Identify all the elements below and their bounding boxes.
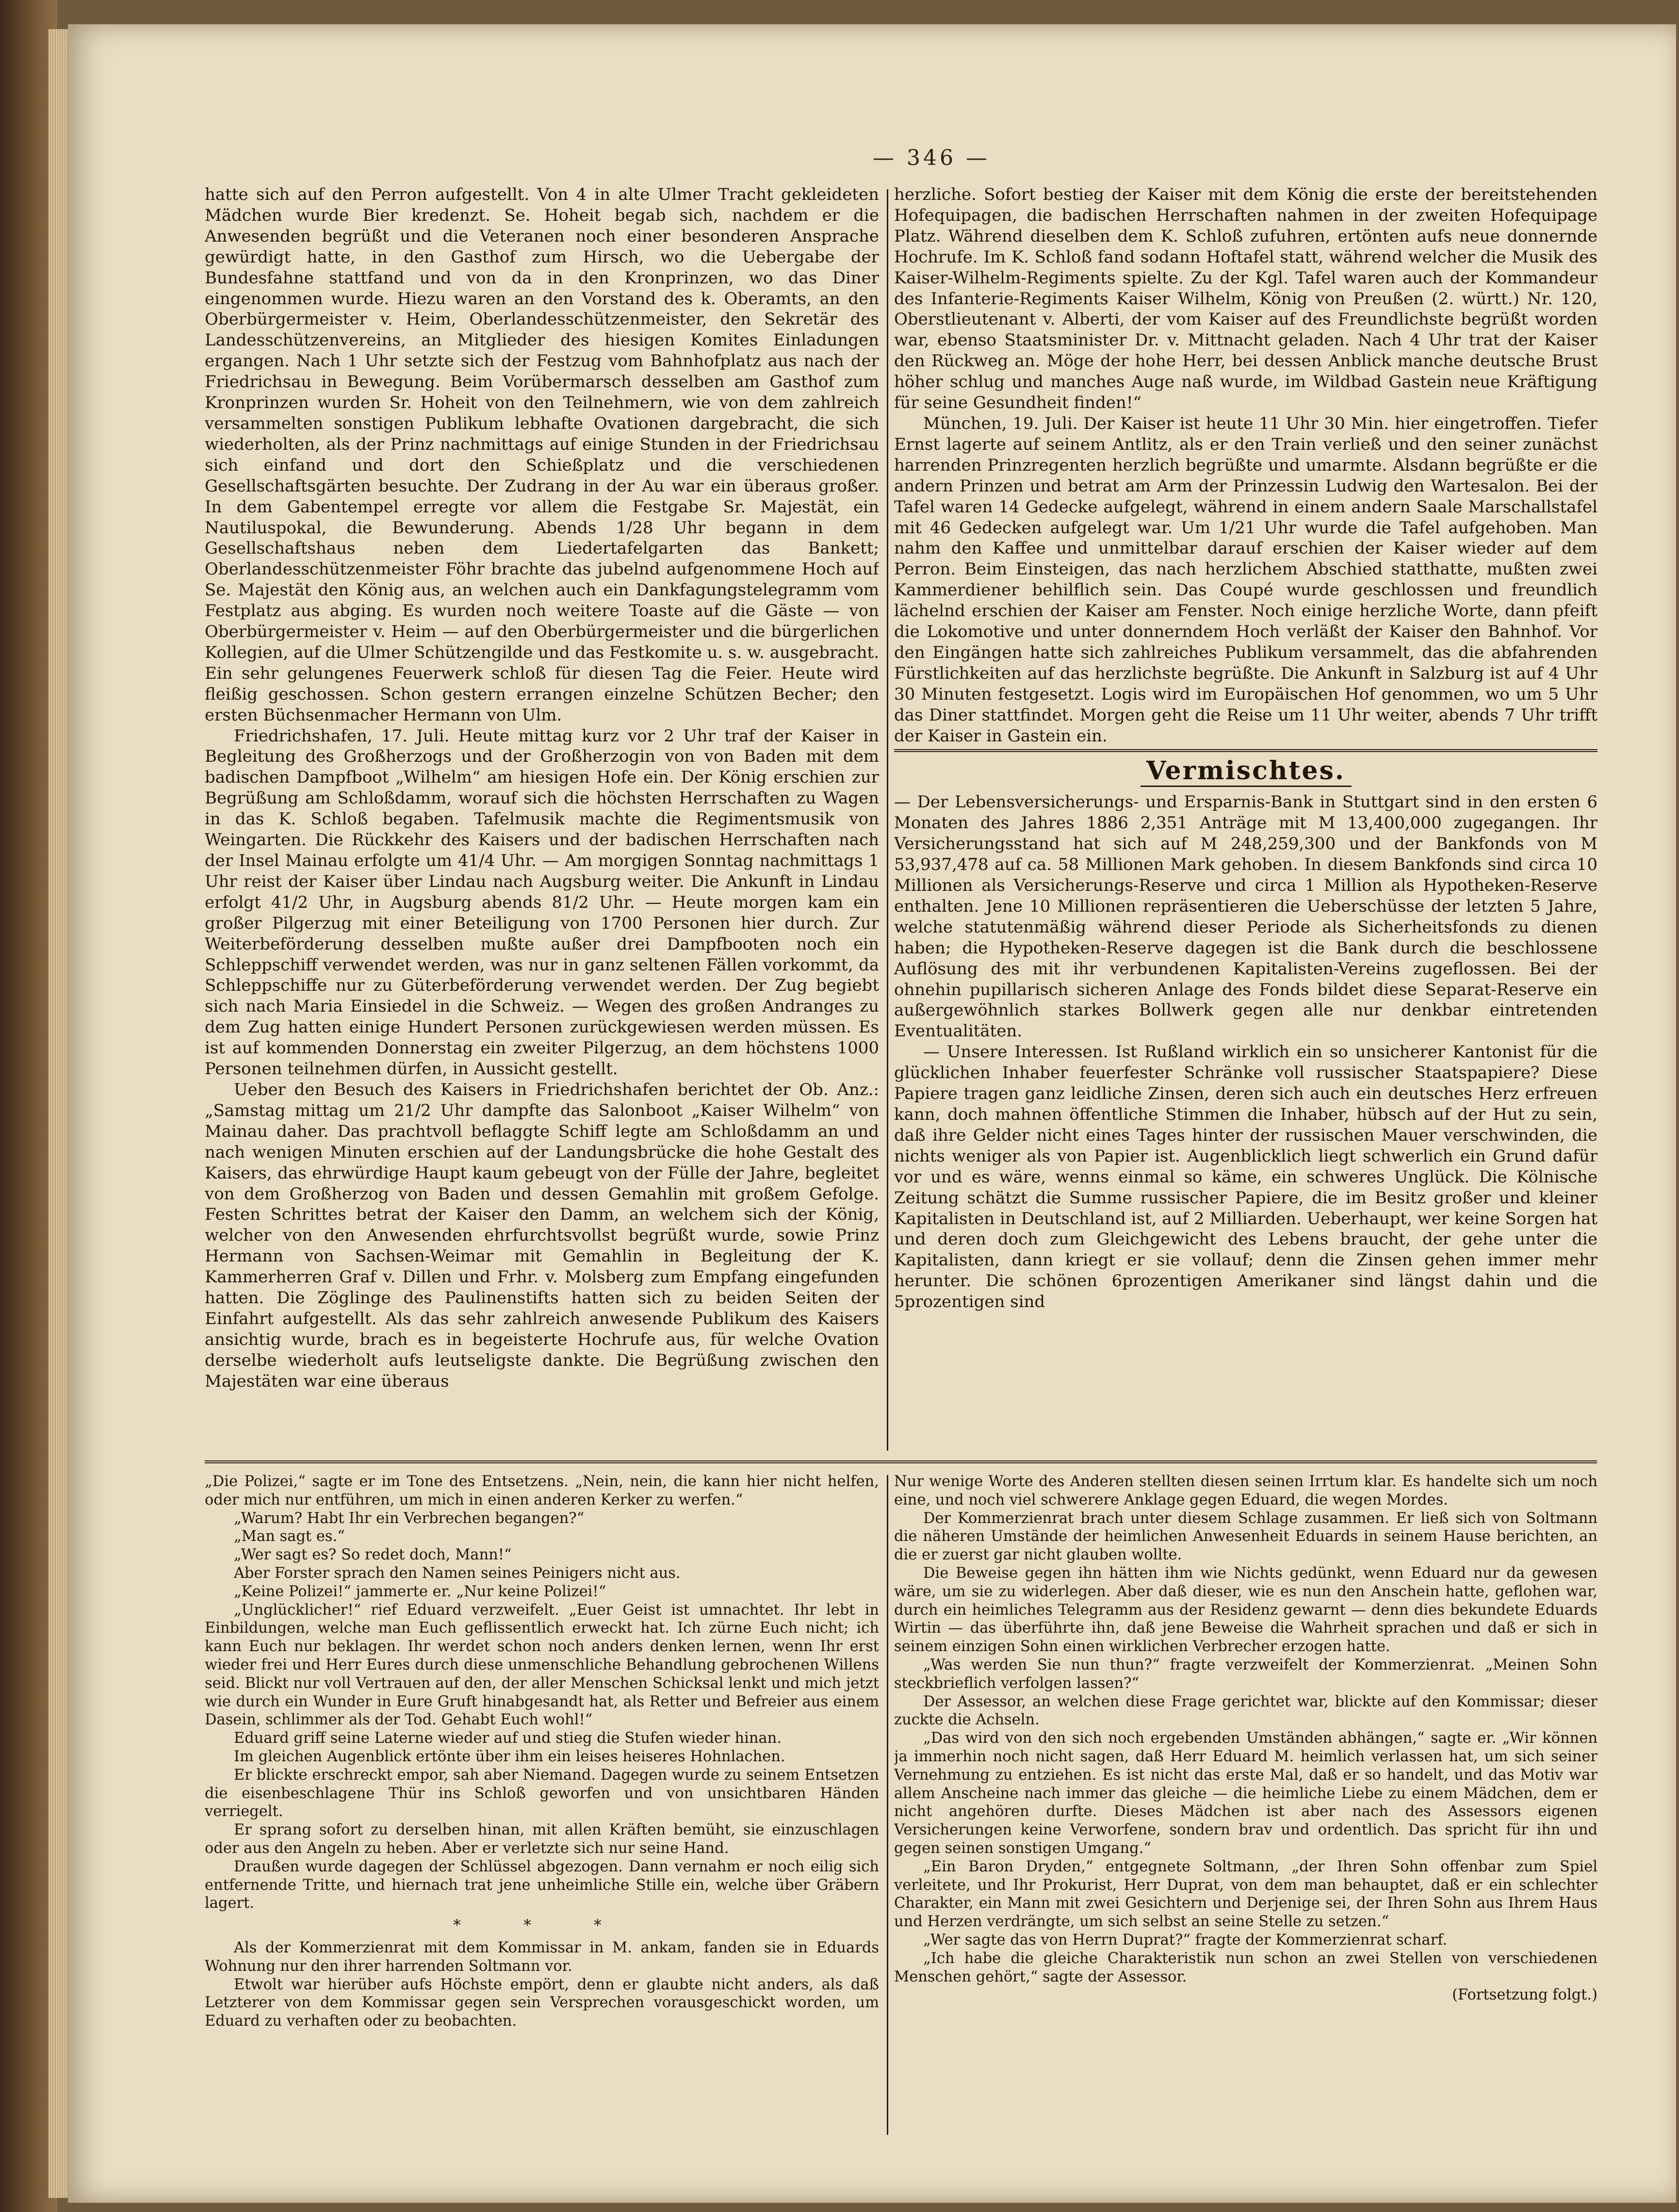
serial-para: Aber Forster sprach den Namen seines Peinigers nicht aus. (234, 1564, 681, 1582)
news-column-left (205, 184, 879, 1456)
serial-para: „Wer sagte das von Herrn Duprat?“ fragte der Kommerzienrat scharf. (923, 1931, 1448, 1949)
serial-para: Etwolt war hierüber aufs Höchste empört, denn er glaubte nicht anders, als daß Letzterer von dem Kommissar gegen sein Versprechen vorausgeschickt worden, um Eduard zu verhaften oder zu beobachten. (205, 1976, 879, 2030)
serial-para: „Das wird von den sich noch ergebenden Umständen abhängen,“ sagte er. „Wir können ja immerhin noch nicht sagen, daß Herr Eduard M. heimlich verlassen hat, um sich seiner Vernehmung zu entziehen. Es ist nicht das erste Mal, daß er so handelt, und das Motiv war allem Anscheine nach immer das gleiche — die heimliche Liebe zu einem Mädchen, dem er nicht angehören durfte. Dieses Mädchen ist aber nach des Assessors eigenen Versicherungen keine Verworfene, sondern brav und ordentlich. Das spricht für ihn und gegen seinen sonstigen Umgang.“ (894, 1730, 1597, 1857)
serial-para: Der Kommerzienrat brach unter diesem Schlage zusammen. Er ließ sich von Soltmann die näheren Umstände der heimlichen Anwesenheit Eduards in seinem Hause berichten, an die er zuerst gar nicht glauben wollte. (894, 1509, 1597, 1564)
article-unsere-interessen: — Unsere Interessen. Ist Rußland wirklich ein so unsicherer Kantonist für die glücklichen Inhaber feuerfester Schränke voll russischer Staatspapiere? Diese Papiere tragen ganz leidliche Zinsen, deren sich auch ein deutsches Herz erfreuen kann, doch mahnen öffentliche Stimmen die Inhaber, hübsch auf der Hut zu sein, daß ihre Gelder nicht eines Tages hinter der russischen Mauer verschwinden, die nichts weniger als von Papier ist. Augenblicklich liegt schwerlich ein Grund dafür vor und es wäre, wenns einmal so käme, ein schweres Unglück. Die Kölnische Zeitung schätzt die Summe russischer Papiere, die im Besitz großer und kleiner Kapitalisten in Deutschland ist, auf 2 Milliarden. Ueberhaupt, wer keine Sorgen hat und deren doch zum Gleichgewicht des Lebens braucht, der gehe unter die Kapitalisten, dann kriegt er sie vollauf; denn die Zinsen gehen immer mehr herunter. Die schönen 6prozentigen Amerikaner sind längst dahin und die 5prozentigen sind (894, 1042, 1597, 1312)
article-kaiser-besuch: Ueber den Besuch des Kaisers in Friedrichshafen berichtet der Ob. Anz.: „Samstag mittag um 21/2 Uhr dampfte das Salonboot „Kaiser Wilhelm“ von Mainau daher. Das prachtvoll beflaggte Schiff legte am Schloßdamm an und nach wenigen Minuten erschien auf der Landungsbrücke die hohe Gestalt des Kaisers, das ehrwürdige Haupt kaum gebeugt von der Fülle der Jahre, begleitet von dem Großherzog von Baden und dessen Gemahlin mit großem Gefolge. Festen Schrittes betrat der Kaiser den Damm, an welchem sich der König, welcher von den Anwesenden ehrfurchtsvollst begrüßt wurde, sowie Prinz Hermann von Sachsen-Weimar mit Gemahlin in Begleitung der K. Kammerherren Graf v. Dillen und Frhr. v. Molsberg zum Empfang eingefunden hatten. Die Zöglinge des Paulinenstifts hatten sich zu beiden Seiten der Einfahrt aufgestellt. Als das sehr zahlreich anwesende Publikum des Kaisers ansichtig wurde, brach es in begeisterte Hochrufe aus, für welche Ovation derselbe wiederholt aufs leutseligste dankte. Die Begrüßung zwischen den Majestäten war eine überaus (205, 1080, 879, 1391)
article-friedrichshafen: Friedrichshafen, 17. Juli. Heute mittag kurz vor 2 Uhr traf der Kaiser in Begleitung des Großherzogs und der Großherzogin von von Baden mit dem badischen Dampfboot „Wilhelm“ am hiesigen Hofe ein. Der König erschien zur Begrüßung am Schloßdamm, worauf sich die höchsten Herrschaften zu Wagen in das K. Schloß begaben. Tafelmusik machte die Regimentsmusik von Weingarten. Die Rückkehr des Kaisers und der badischen Herrschaften nach der Insel Mainau erfolgte um 41/4 Uhr. — Am morgigen Sonntag nachmittags 1 Uhr reist der Kaiser über Lindau nach Augsburg weiter. Die Ankunft in Lindau erfolgt 41/2 Uhr, in Augsburg abends 81/2 Uhr. — Heute morgen kam ein großer Pilgerzug mit einer Beteiligung von 1700 Personen hier durch. Zur Weiterbeförderung desselben mußte außer drei Dampfbooten noch ein Schleppschiff verwendet werden, was nur in ganz seltenen Fällen vorkommt, da Schleppschiffe nur zu Güterbeförderung verwendet werden. Der Zug begiebt sich nach Maria Einsiedel in die Schweiz. — Wegen des großen Andranges zu dem Zug hatten einige Hundert Personen zurückgewiesen werden müssen. Es ist auf kommenden Donnerstag ein zweiter Pilgerzug, an dem höchstens 1000 Personen teilnehmen dürfen, in Aussicht gestellt. (205, 726, 879, 1079)
column-divider-upper (887, 189, 888, 1451)
serial-para: „Was werden Sie nun thun?“ fragte verzweifelt der Kommerzienrat. „Meinen Sohn steckbrieflich verfolgen lassen?“ (894, 1656, 1597, 1692)
serial-para: Der Assessor, an welchen diese Frage gerichtet war, blickte auf den Kommissar; dieser zuckte die Achseln. (894, 1693, 1597, 1729)
article-hoftafel: herzliche. Sofort bestieg der Kaiser mit dem König die erste der bereitstehenden Hofequipagen, die badischen Herrschaften nahmen in der zweiten Hofequipage Platz. Während dieselben dem K. Schloß zufuhren, ertönten aufs neue donnernde Hochrufe. Im K. Schloß fand sodann Hoftafel statt, während welcher die Musik des Kaiser-Wilhelm-Regiments spielte. Zu der Kgl. Tafel waren auch der Kommandeur des Infanterie-Regiments Kaiser Wilhelm, König von Preußen (2. württ.) Nr. 120, Oberstlieutenant v. Alberti, der vom Kaiser auf des Freundlichste begrüßt worden war, ebenso Staatsminister Dr. v. Mittnacht geladen. Nach 4 Uhr trat der Kaiser den Rückweg an. Möge der hohe Herr, bei dessen Anblick manche deutsche Brust höher schlug und manches Auge naß wurde, im Wildbad Gastein neue Kräftigung für seine Gesundheit finden!“ (894, 185, 1597, 413)
serial-para: Eduard griff seine Laterne wieder auf und stieg die Stufen wieder hinan. (234, 1730, 782, 1747)
article-muenchen: München, 19. Juli. Der Kaiser ist heute 11 Uhr 30 Min. hier eingetroffen. Tiefer Ernst lagerte auf seinem Antlitz, als er den Train verließ und den seiner zunächst harrenden Prinzregenten herzlich begrüßte und umarmte. Alsdann begrüßte er die andern Prinzen und betrat am Arm der Prinzessin Ludwig den Wartesalon. Bei der Tafel waren 14 Gedecke aufgelegt, während in einem andern Saale Marschallstafel mit 46 Gedecken aufgelegt war. Um 1/21 Uhr wurde die Tafel aufgehoben. Man nahm den Kaffee und unmittelbar darauf erschien der Kaiser wieder auf dem Perron. Beim Einsteigen, das nach herzlichem Abschied statthatte, mußten zwei Kammerdiener behilflich sein. Das Coupé wurde geschlossen und freundlich lächelnd erschien der Kaiser am Fenster. Noch einige herzliche Worte, dann pfeift die Lokomotive und unter donnerndem Hoch verläßt der Kaiser den Bahnhof. Vor den Eingängen hatte sich zahlreiches Publikum versammelt, das die abfahrenden Fürstlichkeiten auf das herzlichste begrüßte. Die Ankunft in Salzburg ist auf 4 Uhr 30 Minuten festgesetzt. Logis wird im Europäischen Hof genommen, wo um 5 Uhr das Diner stattfindet. Morgen geht die Reise um 11 Uhr weiter, abends 7 Uhr trifft der Kaiser in Gastein ein. (894, 413, 1597, 746)
serial-para: „Warum? Habt Ihr ein Verbrechen begangen?“ (234, 1509, 585, 1527)
heading-rule (1141, 786, 1352, 787)
heading-vermischtes: Vermischtes. (1146, 756, 1346, 786)
serial-para: „Wer sagt es? So redet doch, Mann!“ (234, 1546, 512, 1564)
serial-para: Im gleichen Augenblick ertönte über ihm ein leises heiseres Hohnlachen. (234, 1748, 785, 1765)
continued-note: (Fortsetzung folgt.) (1452, 1986, 1597, 2004)
section-divider (894, 749, 1597, 752)
serial-para: Draußen wurde dagegen der Schlüssel abgezogen. Dann vernahm er noch eilig sich entfernende Tritte, und hiernach trat jene unheimliche Stille ein, welche über Gräbern lagert. (205, 1858, 879, 1912)
feuilleton-separator (205, 1460, 1597, 1463)
article-ulm: hatte sich auf den Perron aufgestellt. Von 4 in alte Ulmer Tracht gekleideten Mädchen wurde Bier kredenzt. Se. Hoheit begab sich, nachdem er die Anwesenden begrüßt und die Veteranen noch einer besonderen Ansprache gewürdigt hatte, in den Gasthof zum Hirsch, wo die Uebergabe der Bundesfahne stattfand und von da in den Kronprinzen, wo das Diner eingenommen wurde. Hiezu waren an den Vorstand des k. Oberamts, an den Oberbürgermeister v. Heim, Oberlandesschützenmeister, den Sekretär des Landesschützenvereins, an Mitglieder des hiesigen Komites Einladungen ergangen. Nach 1 Uhr setzte sich der Festzug vom Bahnhofplatz aus nach der Friedrichsau in Bewegung. Beim Vorübermarsch desselben am Gasthof zum Kronprinzen wurden Sr. Hoheit von den Teilnehmern, wie von dem zahlreich versammelten sonstigen Publikum lebhafte Ovationen dargebracht, die sich wiederholten, als der Prinz nachmittags auf einige Stunden in der Friedrichsau sich einfand und dort den Schießplatz und die verschiedenen Gesellschaftsgärten besuchte. Der Zudrang in der Au war ein überaus großer. In dem Gabentempel erregte vor allem die Festgabe Sr. Majestät, ein Nautiluspokal, die Bewunderung. Abends 1/28 Uhr begann in dem Gesellschaftshaus neben dem Liedertafelgarten das Bankett; Oberlandesschützenmeister Föhr brachte das jubelnd aufgenommene Hoch auf Se. Majestät den König aus, an welchen auch ein Dankfagungstelegramm vom Festplatz aus abging. Es wurden noch weitere Toaste auf die Gäste — von Oberbürgermeister v. Heim — auf den Oberbürgermeister und die bürgerlichen Kollegien, auf die Ulmer Schützengilde und das Festkomite u. s. w. ausgebracht. Ein sehr gelungenes Feuerwerk schloß für diesen Tag die Feier. Heute wird fleißig geschossen. Schon gestern errangen einzelne Schützen Becher; den ersten Büchsenmacher Hermann von Ulm. (205, 185, 879, 725)
serial-para: „Die Polizei,“ sagte er im Tone des Entsetzens. „Nein, nein, die kann hier nicht helfen, oder mich nur entführen, um mich in einen anderen Kerker zu werfen.“ (205, 1473, 879, 1508)
news-column-right (894, 184, 1597, 1456)
serial-para: Er blickte erschreckt empor, sah aber Niemand. Dagegen wurde zu seinem Entsetzen die eisenbeschlagene Thür ins Schloß geworfen und von unsichtbaren Händen verriegelt. (205, 1766, 879, 1820)
serial-para: Er sprang sofort zu derselben hinan, mit allen Kräften bemüht, sie einzuschlagen oder aus den Angeln zu heben. Aber er verletzte sich nur seine Hand. (205, 1821, 879, 1857)
serial-para: „Keine Polizei!“ jammerte er. „Nur keine Polizei!“ (234, 1583, 606, 1600)
page-number: — 346 — (873, 146, 990, 170)
serial-column-left (205, 1473, 879, 2142)
serial-para: Als der Kommerzienrat mit dem Kommissar in M. ankam, fanden sie in Eduards Wohnung nur den ihrer harrenden Soltmann vor. (205, 1939, 879, 1975)
serial-column-right (894, 1473, 1597, 2142)
serial-para: „Man sagt es.“ (234, 1528, 345, 1545)
serial-para: „Ich habe die gleiche Charakteristik nun schon an zwei Stellen von verschiedenen Menschen gehört,“ sagte der Assessor. (894, 1950, 1597, 1985)
column-divider-lower (887, 1475, 888, 2135)
section-stars: * * * (453, 1917, 631, 1934)
serial-para: „Ein Baron Dryden,“ entgegnete Soltmann, „der Ihren Sohn offenbar zum Spiel verleitete, und Ihr Prokurist, Herr Duprat, von dem man behauptet, daß er ein schlechter Charakter, ein Mann mit zwei Gesichtern und Derjenige sei, der Ihren Sohn aus Ihrem Haus und Herzen verdrängte, um sich selbst an seine Stelle zu setzen.“ (894, 1858, 1597, 1931)
serial-para: „Unglücklicher!“ rief Eduard verzweifelt. „Euer Geist ist umnachtet. Ihr lebt in Einbildungen, welche man Euch geflissentlich erweckt hat. Ich zürne Euch nicht; ich kann Euch nur beklagen. Ihr werdet schon noch anders denken lernen, wenn Ihr erst wieder frei und Herr Eures durch diese unmenschliche Behandlung gebrochenen Willens seid. Blickt nur voll Vertrauen auf den, der aller Menschen Schicksal lenkt und mich jetzt wie durch ein Wunder in Eure Gruft hinabgesandt hat, als Retter und Befreier aus einem Dasein, schlimmer als der Tod. Gehabt Euch wohl!“ (205, 1601, 879, 1729)
serial-para: Die Beweise gegen ihn hätten ihm wie Nichts gedünkt, wenn Eduard nur da gewesen wäre, um sie zu widerlegen. Aber daß dieser, wie es nun den Anschein hatte, geflohen war, durch ein heimliches Telegramm aus der Residenz gewarnt — denn dies bekundete Eduards Wirtin — das überführte ihn, daß jene Beweise die Wahrheit sprachen und daß er sich in seinem einzigen Sohn einen wirklichen Verbrecher erzogen hatte. (894, 1564, 1597, 1655)
newspaper-page (68, 24, 1676, 2203)
article-lebensversicherung: — Der Lebensversicherungs- und Ersparnis-Bank in Stuttgart sind in den ersten 6 Monaten des Jahres 1886 2,351 Anträge mit M 13,400,000 zugegangen. Ihr Versicherungsstand hat sich auf M 248,259,300 und der Bankfonds von M 53,937,478 auf ca. 58 Millionen Mark gehoben. In diesem Bankfonds sind circa 10 Millionen als Versicherungs-Reserve und circa 1 Million als Hypotheken-Reserve enthalten. Jene 10 Millionen repräsentieren die Ueberschüsse der letzten 5 Jahre, welche statutenmäßig während dieser Periode als Sicherheitsfonds zu dienen haben; die Hypotheken-Reserve dagegen ist die Bank durch die beschlossene Auflösung des mit ihr verbundenen Kapitalisten-Vereins zugeflossen. Bei der ohnehin pupillarisch sicheren Anlage des Fonds bildet diese Separat-Reserve ein außergewöhnlich starkes Bollwerk gegen alle nur denkbar eintretenden Eventualitäten. (894, 792, 1597, 1041)
serial-para: Nur wenige Worte des Anderen stellten diesen seinen Irrtum klar. Es handelte sich um noch eine, und noch viel schwerere Anklage gegen Eduard, die wegen Mordes. (894, 1473, 1597, 1508)
